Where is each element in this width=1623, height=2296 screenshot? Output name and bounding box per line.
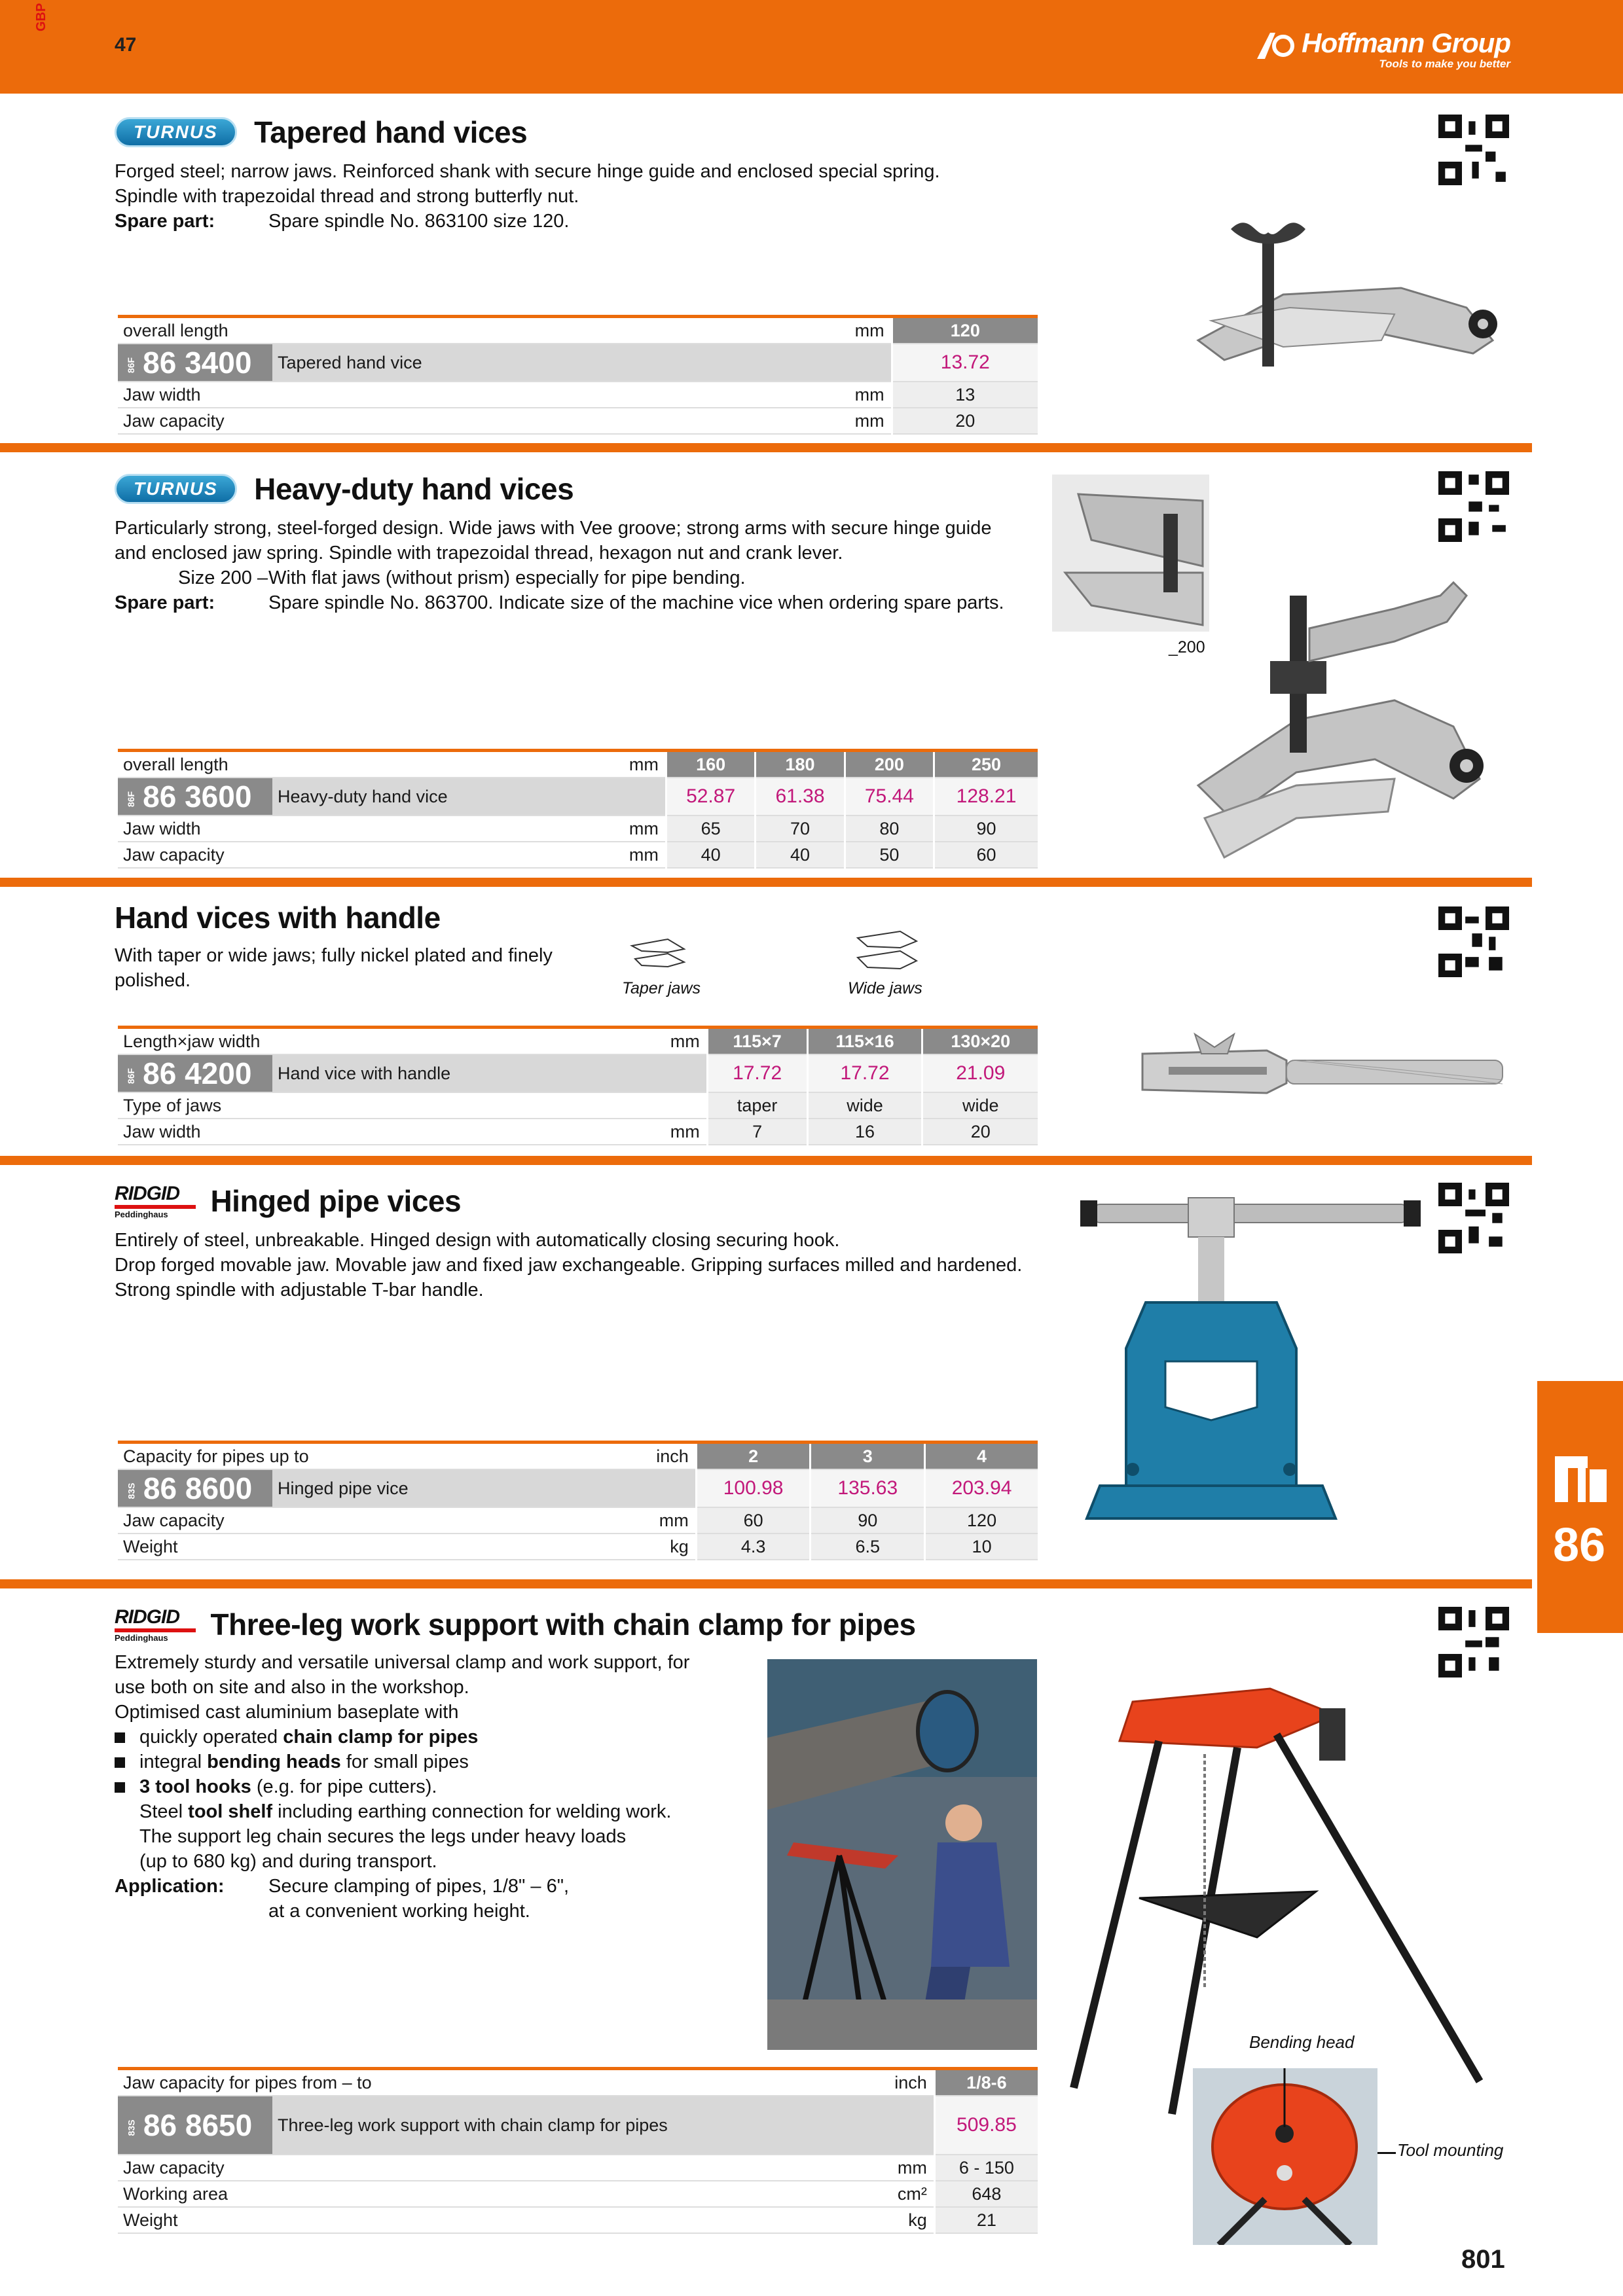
- qr-code-icon[interactable]: [1438, 471, 1509, 542]
- header-label: overall length: [118, 317, 840, 344]
- brand-tagline: Tools to make you better: [1379, 58, 1510, 70]
- section-tapered-hand-vices: [115, 115, 940, 234]
- ridgid-logo: RIDGID Peddinghaus: [115, 1607, 196, 1642]
- unit: kg: [883, 2207, 935, 2233]
- size-note-text: With flat jaws (without prism) especially for pipe bending.: [268, 567, 746, 588]
- unit: mm: [614, 842, 666, 868]
- header-label: overall length: [118, 751, 614, 778]
- row-label: Jaw capacity: [118, 1507, 644, 1534]
- row-label: Type of jaws: [118, 1092, 655, 1119]
- vice-chapter-icon: [1552, 1450, 1611, 1509]
- cell: 60: [696, 1507, 811, 1534]
- desc-line: and enclosed jaw spring. Spindle with trapezoidal thread, hexagon nut and crank lever.: [115, 543, 843, 564]
- heavy-duty-vice-image: [1178, 569, 1519, 870]
- desc-line: Spindle with trapezoidal thread and strong butterfly nut.: [115, 186, 579, 207]
- qr-code-icon[interactable]: [1438, 1183, 1509, 1253]
- cell: 50: [845, 842, 934, 868]
- header-label: Jaw capacity for pipes from – to: [118, 2069, 883, 2096]
- unit: mm: [614, 751, 666, 778]
- size-value: 115×7: [707, 1028, 807, 1055]
- article-number[interactable]: 83S 86 8600: [118, 1469, 272, 1507]
- size-value: 250: [934, 751, 1038, 778]
- price: 203.94: [925, 1469, 1038, 1507]
- desc-line: Particularly strong, steel-forged design. Wide jaws with Vee groove; strong arms with secure hinge guide: [115, 518, 992, 539]
- spec-table: [118, 749, 1038, 869]
- spec-table: [118, 315, 1038, 435]
- desc-line: Forged steel; narrow jaws. Reinforced shank with secure hinge guide and enclosed special spring.: [115, 161, 940, 182]
- hinged-pipe-vice-image: [1080, 1191, 1421, 1538]
- application-text: Secure clamping of pipes, 1/8" – 6",: [268, 1876, 570, 1897]
- cell: 16: [807, 1119, 922, 1145]
- desc-line: Drop forged movable jaw. Movable jaw and fixed jaw exchangeable. Gripping surfaces milled and hardened.: [115, 1255, 1023, 1276]
- section-title: Three-leg work support with chain clamp for pipes: [210, 1607, 916, 1641]
- row-label: Jaw width: [118, 1119, 655, 1145]
- unit: mm: [883, 2155, 935, 2181]
- page-number-top: 47: [115, 34, 137, 56]
- page-number-bottom: 801: [1461, 2245, 1505, 2274]
- desc-line: (up to 680 kg) and during transport.: [139, 1851, 437, 1872]
- spec-table: [118, 1026, 1038, 1145]
- price: 61.38: [756, 778, 845, 816]
- row-label: Jaw capacity: [118, 408, 840, 434]
- section-hand-vices-with-handle: [115, 900, 553, 993]
- size-note-label: Size 200 –: [178, 567, 268, 588]
- desc-line: Strong spindle with adjustable T-bar handle.: [115, 1280, 484, 1300]
- article-name: Heavy-duty hand vice: [272, 778, 666, 816]
- cell: wide: [922, 1092, 1038, 1119]
- cell: 40: [756, 842, 845, 868]
- jaw-caption: Taper jaws: [622, 979, 701, 997]
- cell: 20: [892, 408, 1038, 434]
- section-title: Tapered hand vices: [254, 115, 528, 149]
- row-label: Jaw width: [118, 816, 614, 842]
- tapered-vice-image: [1185, 209, 1512, 399]
- price: 17.72: [707, 1054, 807, 1092]
- section-divider: [0, 443, 1532, 452]
- cell: 6 - 150: [934, 2155, 1038, 2181]
- turnus-logo: TURNUS: [115, 117, 237, 147]
- row-label: Jaw capacity: [118, 842, 614, 868]
- section-heavy-duty-hand-vices: [115, 471, 1004, 615]
- desc-line: With taper or wide jaws; fully nickel plated and finely: [115, 945, 553, 966]
- bullet-item: integral bending heads for small pipes: [115, 1749, 916, 1774]
- unit: mm: [840, 408, 892, 434]
- size-value: 130×20: [922, 1028, 1038, 1055]
- image-size-caption: _200: [1169, 638, 1205, 656]
- row-label: Weight: [118, 2207, 883, 2233]
- callout-tool-mounting: Tool mounting: [1397, 2140, 1504, 2160]
- unit: mm: [644, 1507, 697, 1534]
- spec-table: [118, 1441, 1038, 1560]
- jaw-caption: Wide jaws: [848, 979, 922, 997]
- article-name: Hand vice with handle: [272, 1054, 707, 1092]
- desc-line: The support leg chain secures the legs under heavy loads: [139, 1826, 627, 1847]
- section-title: Hinged pipe vices: [210, 1184, 462, 1218]
- catalog-code: GBP: [34, 3, 48, 31]
- price: 509.85: [934, 2096, 1038, 2155]
- size-value: 1/8-6: [934, 2069, 1038, 2096]
- qr-code-icon[interactable]: [1438, 115, 1509, 185]
- article-number[interactable]: 83S 86 8650: [118, 2096, 272, 2155]
- price: 100.98: [696, 1469, 811, 1507]
- spare-label: Spare part:: [115, 211, 215, 232]
- price: 17.72: [807, 1054, 922, 1092]
- cell: 70: [756, 816, 845, 842]
- cell: 6.5: [811, 1534, 925, 1560]
- callout-line: [1377, 2152, 1396, 2154]
- desc-line: Entirely of steel, unbreakable. Hinged design with automatically closing securing hook.: [115, 1230, 840, 1251]
- size-value: 115×16: [807, 1028, 922, 1055]
- callout-bending-head: Bending head: [1249, 2032, 1355, 2052]
- ridgid-logo: RIDGID Peddinghaus: [115, 1184, 196, 1219]
- section-title: Heavy-duty hand vices: [254, 472, 574, 506]
- size-value: 4: [925, 1443, 1038, 1470]
- brand-block[interactable]: [1302, 27, 1510, 71]
- unit: inch: [883, 2069, 935, 2096]
- price: 21.09: [922, 1054, 1038, 1092]
- unit: mm: [655, 1028, 708, 1055]
- size-value: 3: [811, 1443, 925, 1470]
- spare-text: Spare spindle No. 863100 size 120.: [268, 211, 570, 232]
- hoffmann-logo-icon: [1256, 30, 1295, 60]
- size-value: 160: [666, 751, 755, 778]
- desc-line: Extremely sturdy and versatile universal clamp and work support, for: [115, 1652, 690, 1673]
- bending-head-detail-image: [1193, 2068, 1377, 2245]
- desc-line: polished.: [115, 970, 191, 991]
- section-divider: [0, 1579, 1532, 1588]
- workshop-photo: [767, 1659, 1037, 2050]
- cell: taper: [707, 1092, 807, 1119]
- cell: 648: [934, 2181, 1038, 2207]
- desc-line: Optimised cast aluminium baseplate with: [115, 1702, 459, 1723]
- unit: mm: [614, 816, 666, 842]
- size-value: 120: [892, 317, 1038, 344]
- unit: [655, 1092, 708, 1119]
- article-number[interactable]: 86F 86 3400: [118, 344, 272, 382]
- size-value: 180: [756, 751, 845, 778]
- article-name: Hinged pipe vice: [272, 1469, 696, 1507]
- cell: wide: [807, 1092, 922, 1119]
- cell: 21: [934, 2207, 1038, 2233]
- hand-vice-with-handle-image: [1136, 1021, 1516, 1119]
- section-divider: [0, 1156, 1532, 1165]
- article-name: Three-leg work support with chain clamp for pipes: [272, 2096, 934, 2155]
- cell: 60: [934, 842, 1038, 868]
- bullet-item: 3 tool hooks (e.g. for pipe cutters).: [115, 1774, 916, 1799]
- cell: 7: [707, 1119, 807, 1145]
- unit: cm²: [883, 2181, 935, 2207]
- cell: 4.3: [696, 1534, 811, 1560]
- row-label: Jaw capacity: [118, 2155, 883, 2181]
- unit: inch: [644, 1443, 697, 1470]
- cell: 90: [934, 816, 1038, 842]
- price: 52.87: [666, 778, 755, 816]
- price: 128.21: [934, 778, 1038, 816]
- cell: 40: [666, 842, 755, 868]
- row-label: Weight: [118, 1534, 644, 1560]
- header-label: Capacity for pipes up to: [118, 1443, 644, 1470]
- cell: 10: [925, 1534, 1038, 1560]
- qr-code-icon[interactable]: [1438, 906, 1509, 977]
- price: 135.63: [811, 1469, 925, 1507]
- cell: 20: [922, 1119, 1038, 1145]
- application-text: at a convenient working height.: [268, 1901, 530, 1922]
- unit: kg: [644, 1534, 697, 1560]
- section-divider: [0, 878, 1532, 887]
- application-label: Application:: [115, 1876, 225, 1897]
- size-value: 2: [696, 1443, 811, 1470]
- article-name: Tapered hand vice: [272, 344, 892, 382]
- bullet-item: quickly operated chain clamp for pipes: [115, 1725, 916, 1749]
- cell: 120: [925, 1507, 1038, 1534]
- row-label: Jaw width: [118, 382, 840, 408]
- unit: mm: [655, 1119, 708, 1145]
- size-value: 200: [845, 751, 934, 778]
- unit: mm: [840, 382, 892, 408]
- desc-line: Steel tool shelf including earthing connection for welding work.: [139, 1801, 672, 1822]
- cell: 80: [845, 816, 934, 842]
- cell: 90: [811, 1507, 925, 1534]
- brand-name: Hoffmann Group: [1302, 27, 1510, 58]
- article-number[interactable]: 86F 86 4200: [118, 1054, 272, 1092]
- row-label: Working area: [118, 2181, 883, 2207]
- price: 13.72: [892, 344, 1038, 382]
- spec-table: [118, 2067, 1038, 2234]
- cell: 65: [666, 816, 755, 842]
- chapter-tab[interactable]: [1537, 1381, 1623, 1633]
- cell: 13: [892, 382, 1038, 408]
- taper-jaws-icon: [629, 933, 687, 972]
- chapter-number: 86: [1553, 1519, 1606, 1571]
- header-label: Length×jaw width: [118, 1028, 655, 1055]
- spare-label: Spare part:: [115, 592, 215, 613]
- section-hinged-pipe-vices: [115, 1183, 1022, 1302]
- spare-text: Spare spindle No. 863700. Indicate size of the machine vice when ordering spare parts.: [268, 592, 1004, 613]
- unit: mm: [840, 317, 892, 344]
- wide-jaws-icon: [854, 928, 920, 974]
- section-title: Hand vices with handle: [115, 901, 441, 935]
- desc-line: use both on site and also in the workshop.: [115, 1677, 469, 1698]
- turnus-logo: TURNUS: [115, 474, 237, 504]
- price: 75.44: [845, 778, 934, 816]
- article-number[interactable]: 86F 86 3600: [118, 778, 272, 816]
